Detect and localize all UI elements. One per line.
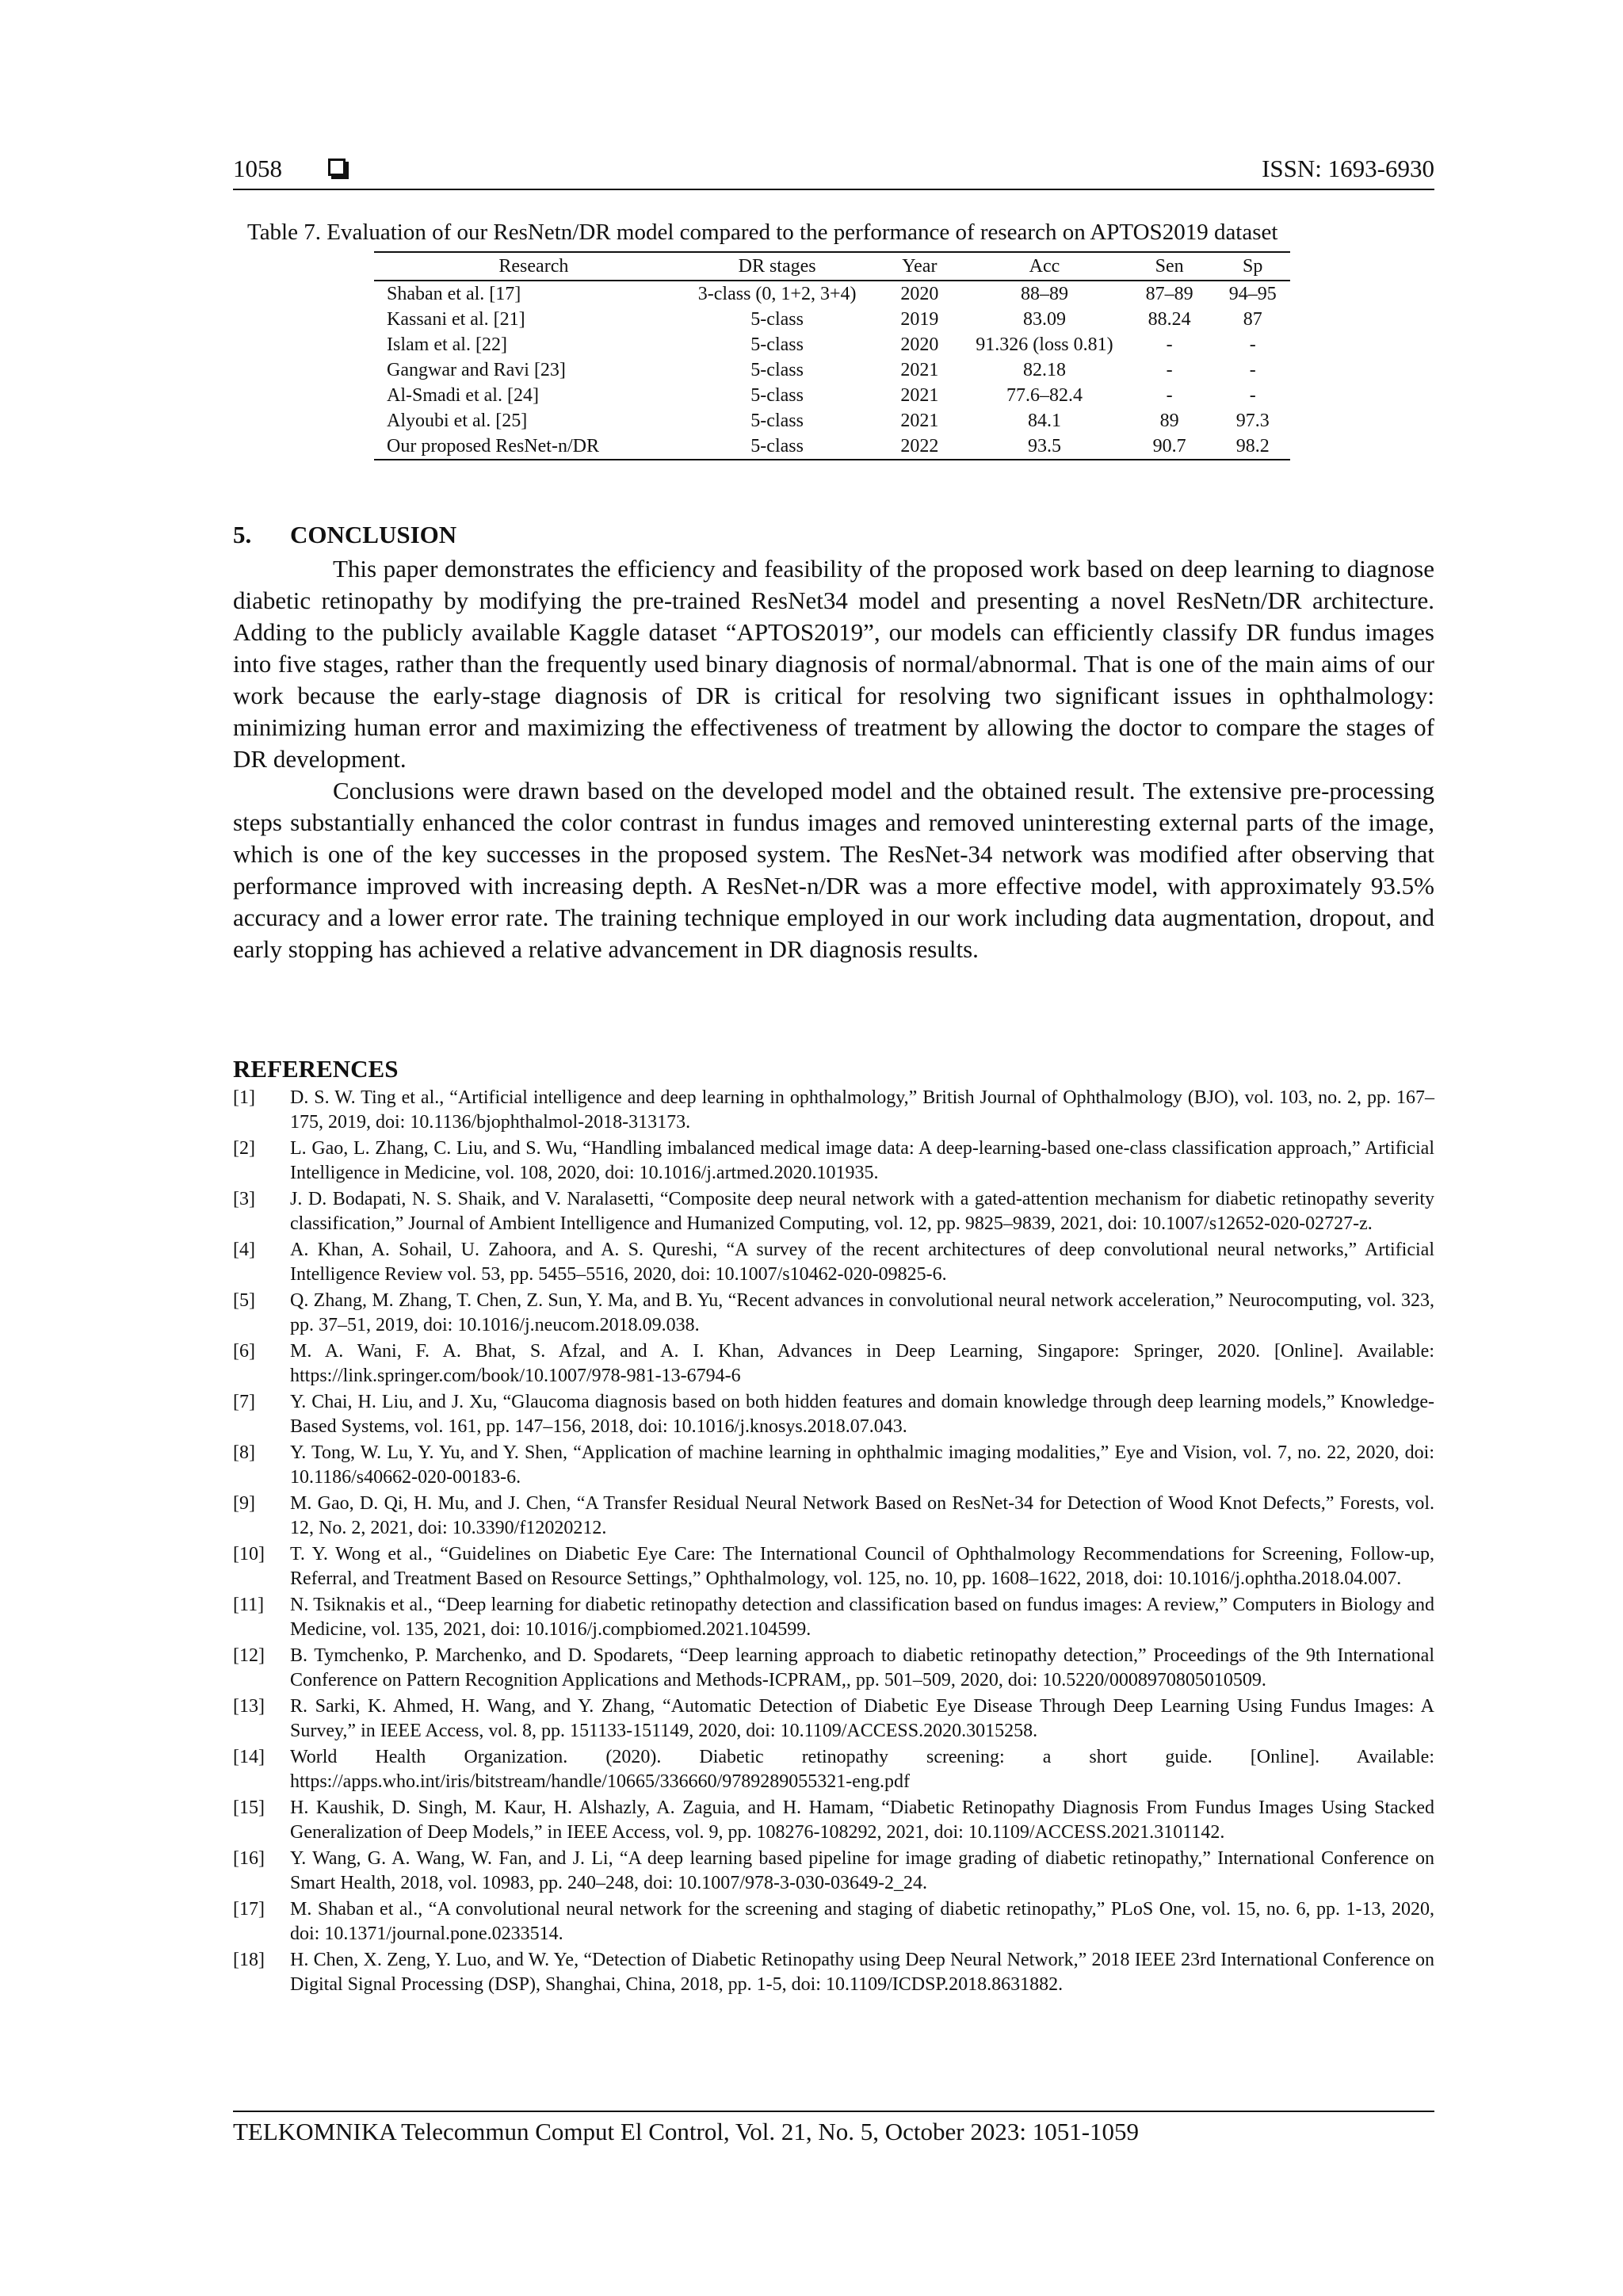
page-footer: TELKOMNIKA Telecommun Comput El Control, Vol. 21, No. 5, October 2023: 1051-1059	[233, 2118, 1140, 2145]
reference-number: [8]	[233, 1442, 255, 1463]
reference-item	[233, 1694, 1434, 1744]
reference-number: [13]	[233, 1696, 265, 1717]
table-cell-research: Al-Smadi et al. [24]	[387, 385, 539, 406]
reference-item	[233, 1289, 1434, 1338]
table-row	[374, 332, 1290, 357]
table-cell-sen: 89	[1159, 411, 1179, 431]
table-header-row	[374, 252, 1290, 281]
table-cell-sp: -	[1249, 334, 1256, 355]
reference-text: D. S. W. Ting et al., “Artificial intelligence and deep learning in ophthalmology,” British Journal of Ophthalmology (BJO), vol. 103, no. 2, pp. 167–175, 2019, doi: 10.1136/bjophthalmol-2018-313173.	[290, 1087, 1434, 1133]
table-row	[374, 383, 1290, 408]
table-cell-acc: 83.09	[1022, 309, 1066, 330]
reference-item	[233, 1593, 1434, 1642]
table-row	[374, 408, 1290, 434]
reference-item	[233, 1187, 1434, 1236]
reference-text: M. Shaban et al., “A convolutional neural network for the screening and staging of diabetic retinopathy,” PLoS One, vol. 15, no. 6, pp. 1-13, 2020, doi: 10.1371/journal.pone.0233514.	[290, 1899, 1434, 1944]
table-body	[374, 281, 1290, 460]
reference-text: N. Tsiknakis et al., “Deep learning for diabetic retinopathy detection and classification based on fundus images: A review,” Computers in Biology and Medicine, vol. 135, 2021, doi: 10.1016/j.compbiomed.2021.104599.	[290, 1595, 1434, 1640]
reference-item	[233, 1745, 1434, 1794]
table-cell-research: Islam et al. [22]	[387, 334, 507, 355]
reference-number: [4]	[233, 1240, 255, 1260]
table-cell-sen: 88.24	[1148, 309, 1191, 330]
table-cell-year: 2019	[900, 309, 939, 330]
reference-text: Y. Wang, G. A. Wang, W. Fan, and J. Li, “A deep learning based pipeline for image grading of diabetic retinopathy,” International Conference on Smart Health, 2018, vol. 10983, pp. 240–248, doi: 10.1007/978-3-030-03649-2_24.	[290, 1848, 1434, 1893]
reference-number: [12]	[233, 1645, 265, 1666]
checkbox-square-icon	[328, 159, 346, 176]
table-cell-sp: -	[1249, 360, 1256, 380]
reference-item	[233, 1796, 1434, 1845]
table-cell-stages: 3-class (0, 1+2, 3+4)	[697, 284, 857, 304]
reference-item	[233, 1948, 1434, 1997]
reference-number: [18]	[233, 1950, 265, 1970]
reference-text: R. Sarki, K. Ahmed, H. Wang, and Y. Zhang, “Automatic Detection of Diabetic Eye Disease Through Deep Learning Using Fundus Images: A Survey,” in IEEE Access, vol. 8, pp. 151133-151149, 2020, doi: 10.1109/ACCESS.2020.3015258.	[290, 1696, 1434, 1741]
table-cell-stages: 5-class	[750, 411, 804, 431]
table-cell-sp: 94–95	[1228, 284, 1277, 304]
reference-text: Q. Zhang, M. Zhang, T. Chen, Z. Sun, Y. Ma, and B. Yu, “Recent advances in convolutional neural network acceleration,” Neurocomputing, vol. 323, pp. 37–51, 2019, doi: 10.1016/j.neucom.2018.09.038.	[290, 1290, 1434, 1335]
footer-rule	[233, 2111, 1434, 2112]
table-cell-year: 2020	[900, 334, 939, 355]
table-caption: Table 7. Evaluation of our ResNetn/DR model compared to the performance of research on APTOS2019 dataset	[247, 220, 1278, 245]
table-cell-sen: -	[1166, 360, 1173, 380]
col-header-research: Research	[374, 252, 681, 281]
references-list	[233, 1086, 1434, 1999]
reference-item	[233, 1897, 1434, 1946]
col-header-stages: DR stages	[681, 252, 874, 281]
reference-text: H. Chen, X. Zeng, Y. Luo, and W. Ye, “Detection of Diabetic Retinopathy using Deep Neural Network,” 2018 IEEE 23rd International Conference on Digital Signal Processing (DSP), Shanghai, China, 2018, pp. 1-5, doi: 10.1109/ICDSP.2018.8631882.	[290, 1950, 1434, 1995]
page-number: 1058	[233, 155, 282, 182]
reference-item	[233, 1339, 1434, 1389]
table-cell-research: Alyoubi et al. [25]	[387, 411, 528, 431]
conclusion-body	[233, 553, 1434, 965]
col-header-acc: Acc	[965, 252, 1124, 281]
table-cell-acc: 93.5	[965, 434, 1124, 460]
table-cell-stages: 5-class	[750, 385, 804, 406]
reference-number: [6]	[233, 1341, 255, 1362]
reference-number: [15]	[233, 1797, 265, 1818]
section-number: 5.	[233, 521, 252, 548]
table-cell-acc: 91.326 (loss 0.81)	[976, 334, 1113, 355]
table-cell-sen: -	[1166, 334, 1173, 355]
results-table	[374, 251, 1290, 460]
table-cell-stages: 5-class	[681, 434, 874, 460]
issn-label: ISSN: 1693-6930	[1262, 155, 1434, 182]
table-cell-acc: 84.1	[1027, 411, 1061, 431]
table-cell-acc: 82.18	[1022, 360, 1066, 380]
table-row	[374, 281, 1290, 307]
reference-text: World Health Organization. (2020). Diabetic retinopathy screening: a short guide. [Online]. Available: https://apps.who.int/iris/bitstream/handle/10665/336660/9789289055321-eng.pdf	[290, 1747, 1434, 1792]
reference-item	[233, 1137, 1434, 1186]
table-cell-year: 2021	[900, 360, 939, 380]
reference-number: [7]	[233, 1392, 255, 1412]
reference-number: [9]	[233, 1493, 255, 1514]
reference-number: [10]	[233, 1544, 265, 1564]
reference-text: T. Y. Wong et al., “Guidelines on Diabetic Eye Care: The International Council of Ophthalmology Recommendations for Screening, Follow-up, Referral, and Treatment Based on Resource Settings,” Ophthalmology, vol. 125, no. 10, pp. 1608–1622, 2018, doi: 10.1016/j.ophtha.2018.04.007.	[290, 1544, 1434, 1589]
table-cell-research: Kassani et al. [21]	[387, 309, 525, 330]
table-cell-stages: 5-class	[750, 360, 804, 380]
table-cell-acc: 77.6–82.4	[1006, 385, 1083, 406]
reference-number: [16]	[233, 1848, 265, 1869]
reference-item	[233, 1847, 1434, 1896]
reference-text: L. Gao, L. Zhang, C. Liu, and S. Wu, “Handling imbalanced medical image data: A deep-learning-based one-class classification approach,” Artificial Intelligence in Medicine, vol. 108, 2020, doi: 10.1016/j.artmed.2020.101935.	[290, 1138, 1434, 1183]
reference-number: [11]	[233, 1595, 265, 1615]
table-row	[374, 357, 1290, 383]
reference-text: Y. Chai, H. Liu, and J. Xu, “Glaucoma diagnosis based on both hidden features and domain knowledge through deep learning models,” Knowledge-Based Systems, vol. 161, pp. 147–156, 2018, doi: 10.1016/j.knosys.2018.07.043.	[290, 1392, 1434, 1437]
reference-number: [17]	[233, 1899, 265, 1920]
table-cell-sp: 97.3	[1235, 411, 1270, 431]
table-row	[374, 307, 1290, 332]
reference-text: M. A. Wani, F. A. Bhat, S. Afzal, and A. I. Khan, Advances in Deep Learning, Singapore: Springer, 2020. [Online]. Available: https://link.springer.com/book/10.1007/978-981-13-6794-6	[290, 1341, 1434, 1386]
reference-text: M. Gao, D. Qi, H. Mu, and J. Chen, “A Transfer Residual Neural Network Based on ResNet-34 for Detection of Wood Knot Defects,” Forests, vol. 12, No. 2, 2021, doi: 10.3390/f12020212.	[290, 1493, 1434, 1538]
section-heading	[233, 521, 456, 549]
section-title: CONCLUSION	[290, 521, 457, 548]
conclusion-paragraph: Conclusions were drawn based on the developed model and the obtained result. The extensive pre-processing steps substantially enhanced the color contrast in fundus images and removed uninteresting external parts of the image, which is one of the key successes in the proposed system. The ResNet-34 network was modified after observing that performance improved with increasing depth. A ResNet-n/DR was a more effective model, with approximately 93.5% accuracy and a lower error rate. The training technique employed in our work including data augmentation, dropout, and early stopping has achieved a relative advancement in DR diagnosis results.	[233, 777, 1434, 963]
reference-item	[233, 1644, 1434, 1693]
col-header-year: Year	[874, 252, 966, 281]
reference-number: [1]	[233, 1087, 255, 1108]
references-heading: REFERENCES	[233, 1055, 399, 1083]
table-cell-sp: 87	[1243, 309, 1262, 330]
reference-item	[233, 1441, 1434, 1490]
table-cell-research: Shaban et al. [17]	[387, 284, 521, 304]
table-cell-sp: -	[1249, 385, 1256, 406]
reference-number: [2]	[233, 1138, 255, 1159]
col-header-sen: Sen	[1124, 252, 1216, 281]
reference-number: [5]	[233, 1290, 255, 1311]
table-cell-year: 2021	[900, 411, 939, 431]
reference-item	[233, 1238, 1434, 1287]
table-cell-year: 2022	[874, 434, 966, 460]
table-cell-stages: 5-class	[750, 334, 804, 355]
reference-text: H. Kaushik, D. Singh, M. Kaur, H. Alshazly, A. Zaguia, and H. Hamam, “Diabetic Retinopathy Diagnosis From Fundus Images Using Stacked Generalization of Deep Models,” in IEEE Access, vol. 9, pp. 108276-108292, 2021, doi: 10.1109/ACCESS.2021.3101142.	[290, 1797, 1434, 1843]
table-cell-research: Our proposed ResNet-n/DR	[374, 434, 681, 460]
header-rule	[233, 189, 1434, 190]
results-table-container	[374, 251, 1290, 460]
reference-text: A. Khan, A. Sohail, U. Zahoora, and A. S. Qureshi, “A survey of the recent architectures of deep convolutional neural networks,” Artificial Intelligence Review vol. 53, pp. 5455–5516, 2020, doi: 10.1007/s10462-020-09825-6.	[290, 1240, 1434, 1285]
reference-number: [14]	[233, 1747, 265, 1767]
table-cell-sen: 87–89	[1145, 284, 1193, 304]
conclusion-paragraph: This paper demonstrates the efficiency and feasibility of the proposed work based on deep learning to diagnose diabetic retinopathy by modifying the pre-trained ResNet34 model and presenting a novel ResNetn/DR architecture. Adding to the publicly available Kaggle dataset “APTOS2019”, our models can efficiently classify DR fundus images into five stages, rather than the frequently used binary diagnosis of normal/abnormal. That is one of the main aims of our work because the early-stage diagnosis of DR is critical for resolving two significant issues in ophthalmology: minimizing human error and maximizing the effectiveness of treatment by allowing the doctor to compare the stages of DR development.	[233, 555, 1434, 773]
reference-item	[233, 1390, 1434, 1439]
table-cell-research: Gangwar and Ravi [23]	[387, 360, 566, 380]
table-cell-acc: 88–89	[1020, 284, 1068, 304]
reference-item	[233, 1086, 1434, 1135]
table-row	[374, 434, 1290, 460]
table-cell-stages: 5-class	[750, 309, 804, 330]
reference-text: Y. Tong, W. Lu, Y. Yu, and Y. Shen, “Application of machine learning in ophthalmic imaging modalities,” Eye and Vision, vol. 7, no. 22, 2020, doi: 10.1186/s40662-020-00183-6.	[290, 1442, 1434, 1488]
page-header	[233, 155, 1434, 189]
reference-item	[233, 1542, 1434, 1591]
reference-text: B. Tymchenko, P. Marchenko, and D. Spodarets, “Deep learning approach to diabetic retinopathy detection,” Proceedings of the 9th International Conference on Pattern Recognition Applications and Methods-ICPRAM,, pp. 501–509, 2020, doi: 10.5220/0008970805010509.	[290, 1645, 1434, 1690]
table-cell-year: 2020	[900, 284, 939, 304]
table-cell-sp: 98.2	[1215, 434, 1290, 460]
col-header-sp: Sp	[1215, 252, 1290, 281]
table-cell-sen: -	[1166, 385, 1173, 406]
reference-item	[233, 1492, 1434, 1541]
reference-number: [3]	[233, 1189, 255, 1209]
table-cell-year: 2021	[900, 385, 939, 406]
table-cell-sen: 90.7	[1124, 434, 1216, 460]
reference-text: J. D. Bodapati, N. S. Shaik, and V. Naralasetti, “Composite deep neural network with a gated-attention mechanism for diabetic retinopathy severity classification,” Journal of Ambient Intelligence and Humanized Computing, vol. 12, pp. 9825–9839, 2021, doi: 10.1007/s12652-020-02727-z.	[290, 1189, 1434, 1234]
